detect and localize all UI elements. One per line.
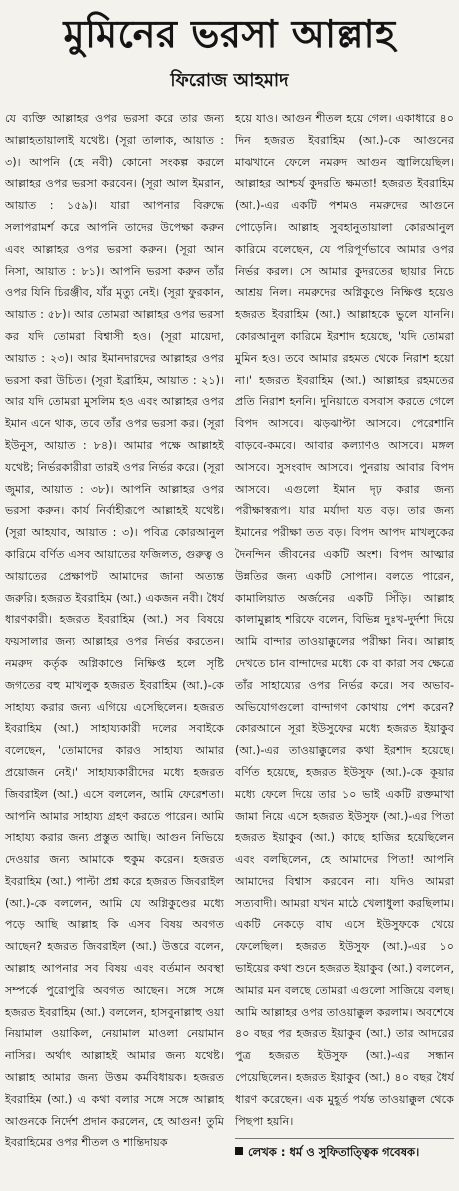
- article-body: [5, 108, 454, 1187]
- column-left-text: যে ব্যক্তি আল্লাহর ওপর ভরসা করে তার জন্য আল্লাহতায়ালাই যথেষ্ট। (সূরা তালাক, আয়াত : ৩)। আপনি (হে নবী) কোনো সংকল্প করলে আল্লাহর ওপর ভরসা করবেন। (সূরা আল ইমরান, আয়াত : ১৫৯)। যারা আপনার বিরুদ্ধে সলাপরামর্শ করে আপনি তাদের উপেক্ষা করুন এবং আল্লাহর ওপর ভরসা করুন। (সূরা আন নিসা, আয়াত : ৮১)। আপনি ভরসা করুন তাঁর ওপর যিনি চিরঞ্জীব, যাঁর মৃত্যু নেই। (সূরা ফুরকান, আয়াত : ৫৮)। আর তোমরা আল্লাহর ওপর ভরসা কর যদি তোমরা বিশ্বাসী হও। (সূরা মায়েদা, আয়াত : ২৩)। আর ইমানদারদের আল্লাহর ওপর ভরসা করা উচিত। (সূরা ইব্রাহিম, আয়াত : ২১)। আর যদি তোমরা মুসলিম হও এবং আল্লাহর ওপর ইমান এনে থাক, তবে তাঁর ওপর ভরসা কর। (সূরা ইউনুস, আয়াত : ৮৪)। আমার পক্ষে আল্লাহই যথেষ্ট; নির্ভরকারীরা তারই ওপর নির্ভর করে। (সূরা জুমার, আয়াত : ৩৮)। আপনি আল্লাহর ওপর ভরসা করুন। কার্য নির্বাহীরূপে আল্লাহই যথেষ্ট। (সূরা আহযাব, আয়াত : ৩)। পবিত্র কোরআনুল কারিমে বর্ণিত এসব আয়াতের ফজিলত, গুরুত্ব ও আয়াতের প্রেক্ষাপট আমাদের জানা অত্যন্ত জরুরি। হজরত ইবরাহিম (আ.) একজন নবী। ধৈর্য ধারণকারী। হজরত ইবরাহিম (আ.) সব বিষয়ে ফয়সালার জন্য আল্লাহর ওপর নির্ভর করতেন। নমরুদ কর্তৃক অগ্নিকাণ্ডে নিক্ষিপ্ত হলে সৃষ্টি জগতের বহু মাখলুক হজরত ইবরাহিম (আ.)-কে সাহায্য করার জন্য এগিয়ে এসেছিলেন। হজরত ইবরাহিম (আ.) সাহায্যকারী দলের সবাইকে বলেছেন, 'তোমাদের কারও সাহায্য আমার প্রয়োজন নেই।' সাহায্যকারীদের মধ্যে হজরত জিবরাইল (আ.) এসে বললেন, আমি ফেরেশতা। আপনি আমার সাহায্য গ্রহণ করতে পারেন। আমি সাহায্য করার জন্য প্রস্তুত আছি। আগুন নিভিয়ে দেওয়ার জন্য আমাকে হুকুম করেন। হজরত ইবরাহিম (আ.) পাল্টা প্রশ্ন করে হজরত জিবরাইল (আ.)-কে বললেন, আমি যে অগ্নিকুণ্ডের মধ্যে পড়ে আছি আল্লাহ কি এসব বিষয় অবগত আছেন? হজরত জিবরাইল (আ.) উত্তরে বলেন, আল্লাহ আপনার সব বিষয় এবং বর্তমান অবস্থা সম্পর্কে পুরোপুরি অবগত আছেন। সঙ্গে সঙ্গে হজরত ইবরাহিম (আ.) বললেন, হাসবুনাল্লাহু ওয়া নিয়ামাল ওয়াকিল, নেয়ামাল মাওলা নেয়ামান নাসির। অর্থাৎ আল্লাহই আমার জন্য যথেষ্ট। আল্লাহ আমার জন্য উত্তম কর্মবিধায়ক। হজরত ইবরাহিম (আ.) এ কথা বলার সঙ্গে সঙ্গে আল্লাহ আগুনকে নির্দেশ প্রদান করলেন, হে আগুন! তুমি ইবরাহিমের ওপর শীতল ও শান্তিদায়ক: [5, 112, 224, 1150]
- article-column-right: [235, 108, 454, 1187]
- square-bullet-icon: [235, 1147, 243, 1155]
- article-column-left: [5, 108, 224, 1187]
- article-title: মুমিনের ভরসা আল্লাহ: [63, 12, 396, 56]
- column-right-text: হয়ে যাও। আগুন শীতল হয়ে গেল। একাধারে ৪০ দিন হজরত ইবরাহিম (আ.)-কে আগুনের মাঝখানে ফেলে নমরুদ আগুন জ্বালিয়েছিল। আল্লাহর আশ্চর্য কুদরতি ক্ষমতা! হজরত ইবরাহিম (আ.)-এর একটি পশমও নমরুদের আগুনে পোড়েনি। আল্লাহ সুবহানুতায়ালা কোরআনুল কারিমে বলেছেন, যে পরিপূর্ণভাবে আমার ওপর নির্ভর করল। সে আমার কুদরতের ছায়ার নিচে আশ্রয় নিল। নমরুদের অগ্নিকুণ্ডে নিক্ষিপ্ত হয়েও হজরত ইবরাহিম (আ.) আল্লাহকে ভুলে যাননি। কোরআনুল কারিমে ইরশাদ হয়েছে, 'যদি তোমরা মুমিন হও। তবে আমার রহমত থেকে নিরাশ হয়ো না।' হজরত ইবরাহিম (আ.) আল্লাহর রহমতের প্রতি নিরাশ হননি। দুনিয়াতে বসবাস করতে গেলে বিপদ আসবে। ঝড়ঝাপ্টা আসবে। পেরেশানি বাড়বে-কমবে। আবার কল্যাণও আসবে। মঙ্গল আসবে। সুসংবাদ আসবে। পুনরায় আবার বিপদ আসবে। এগুলো ইমান দৃঢ় করার জন্য পরীক্ষাস্বরূপ। যার মর্যাদা যত বড়। তার জন্য ইমানের পরীক্ষা তত বড়। বিপদ আপদ মাখলুকের দৈনন্দিন জীবনের একটি অংশ। বিপদ আত্মার উন্নতির জন্য একটি সোপান। বলতে পারেন, কামালিয়াত অর্জনের একটি সিঁড়ি। আল্লাহ কালামুল্লাহ শরিফে বলেন, বিভিন্ন দুঃখ-দুর্দশা দিয়ে আমি বান্দার তাওয়াক্কুলের পরীক্ষা নিব। আল্লাহ দেখতে চান বান্দাদের মধ্যে কে বা কারা সব ক্ষেত্রে তাঁর সাহায্যের ওপর নির্ভর করে। সব অভাব-অভিযোগগুলো বান্দাগণ কোথায় পেশ করেন? কোরআনে সূরা ইউসুফের মধ্যে হজরত ইয়াকুব (আ.)-এর তাওয়াক্কুলের কথা ইরশাদ হয়েছে। বর্ণিত হয়েছে, হজরত ইউসুফ (আ.)-কে কূয়ার মধ্যে ফেলে দিয়ে তার ১০ ভাই একটি রক্তমাখা জামা নিয়ে এসে হজরত ইউসুফ (আ.)-এর পিতা হজরত ইয়াকুব (আ.) কাছে হাজির হয়েছিলেন এবং বলছিলেন, হে আমাদের পিতা! আপনি আমাদের বিশ্বাস করবেন না। যদিও আমরা সত্যবাদী। আমরা যখন মাঠে খেলাধুলা করছিলাম। একটি নেকড়ে বাঘ এসে ইউসুফকে খেয়ে ফেলেছিল। হজরত ইউসুফ (আ.)-এর ১০ ভাইয়ের কথা শুনে হজরত ইয়াকুব (আ.) বললেন, আমার মন বলছে তোমরা এগুলো সাজিয়ে বলছ। আমি আল্লাহর ওপর তাওয়াক্কুল করলাম। অবশেষে ৪০ বছর পর হজরত ইয়াকুব (আ.) তার আদরের পুত্র হজরত ইউসুফ (আ.)-এর সন্ধান পেয়েছিলেন। হজরত ইয়াকুব (আ.) ৪০ বছর ধৈর্য ধারণ করেছেন। এক মুহূর্ত পর্যন্ত তাওয়াক্কুল থেকে পিছপা হয়নি।: [235, 112, 454, 1128]
- author-footnote: [235, 1138, 454, 1161]
- article-author: ফিরোজ আহমাদ: [170, 70, 289, 91]
- footnote-text: লেখক : ধর্ম ও সুফিতাত্ত্বিক গবেষক।: [248, 1145, 420, 1160]
